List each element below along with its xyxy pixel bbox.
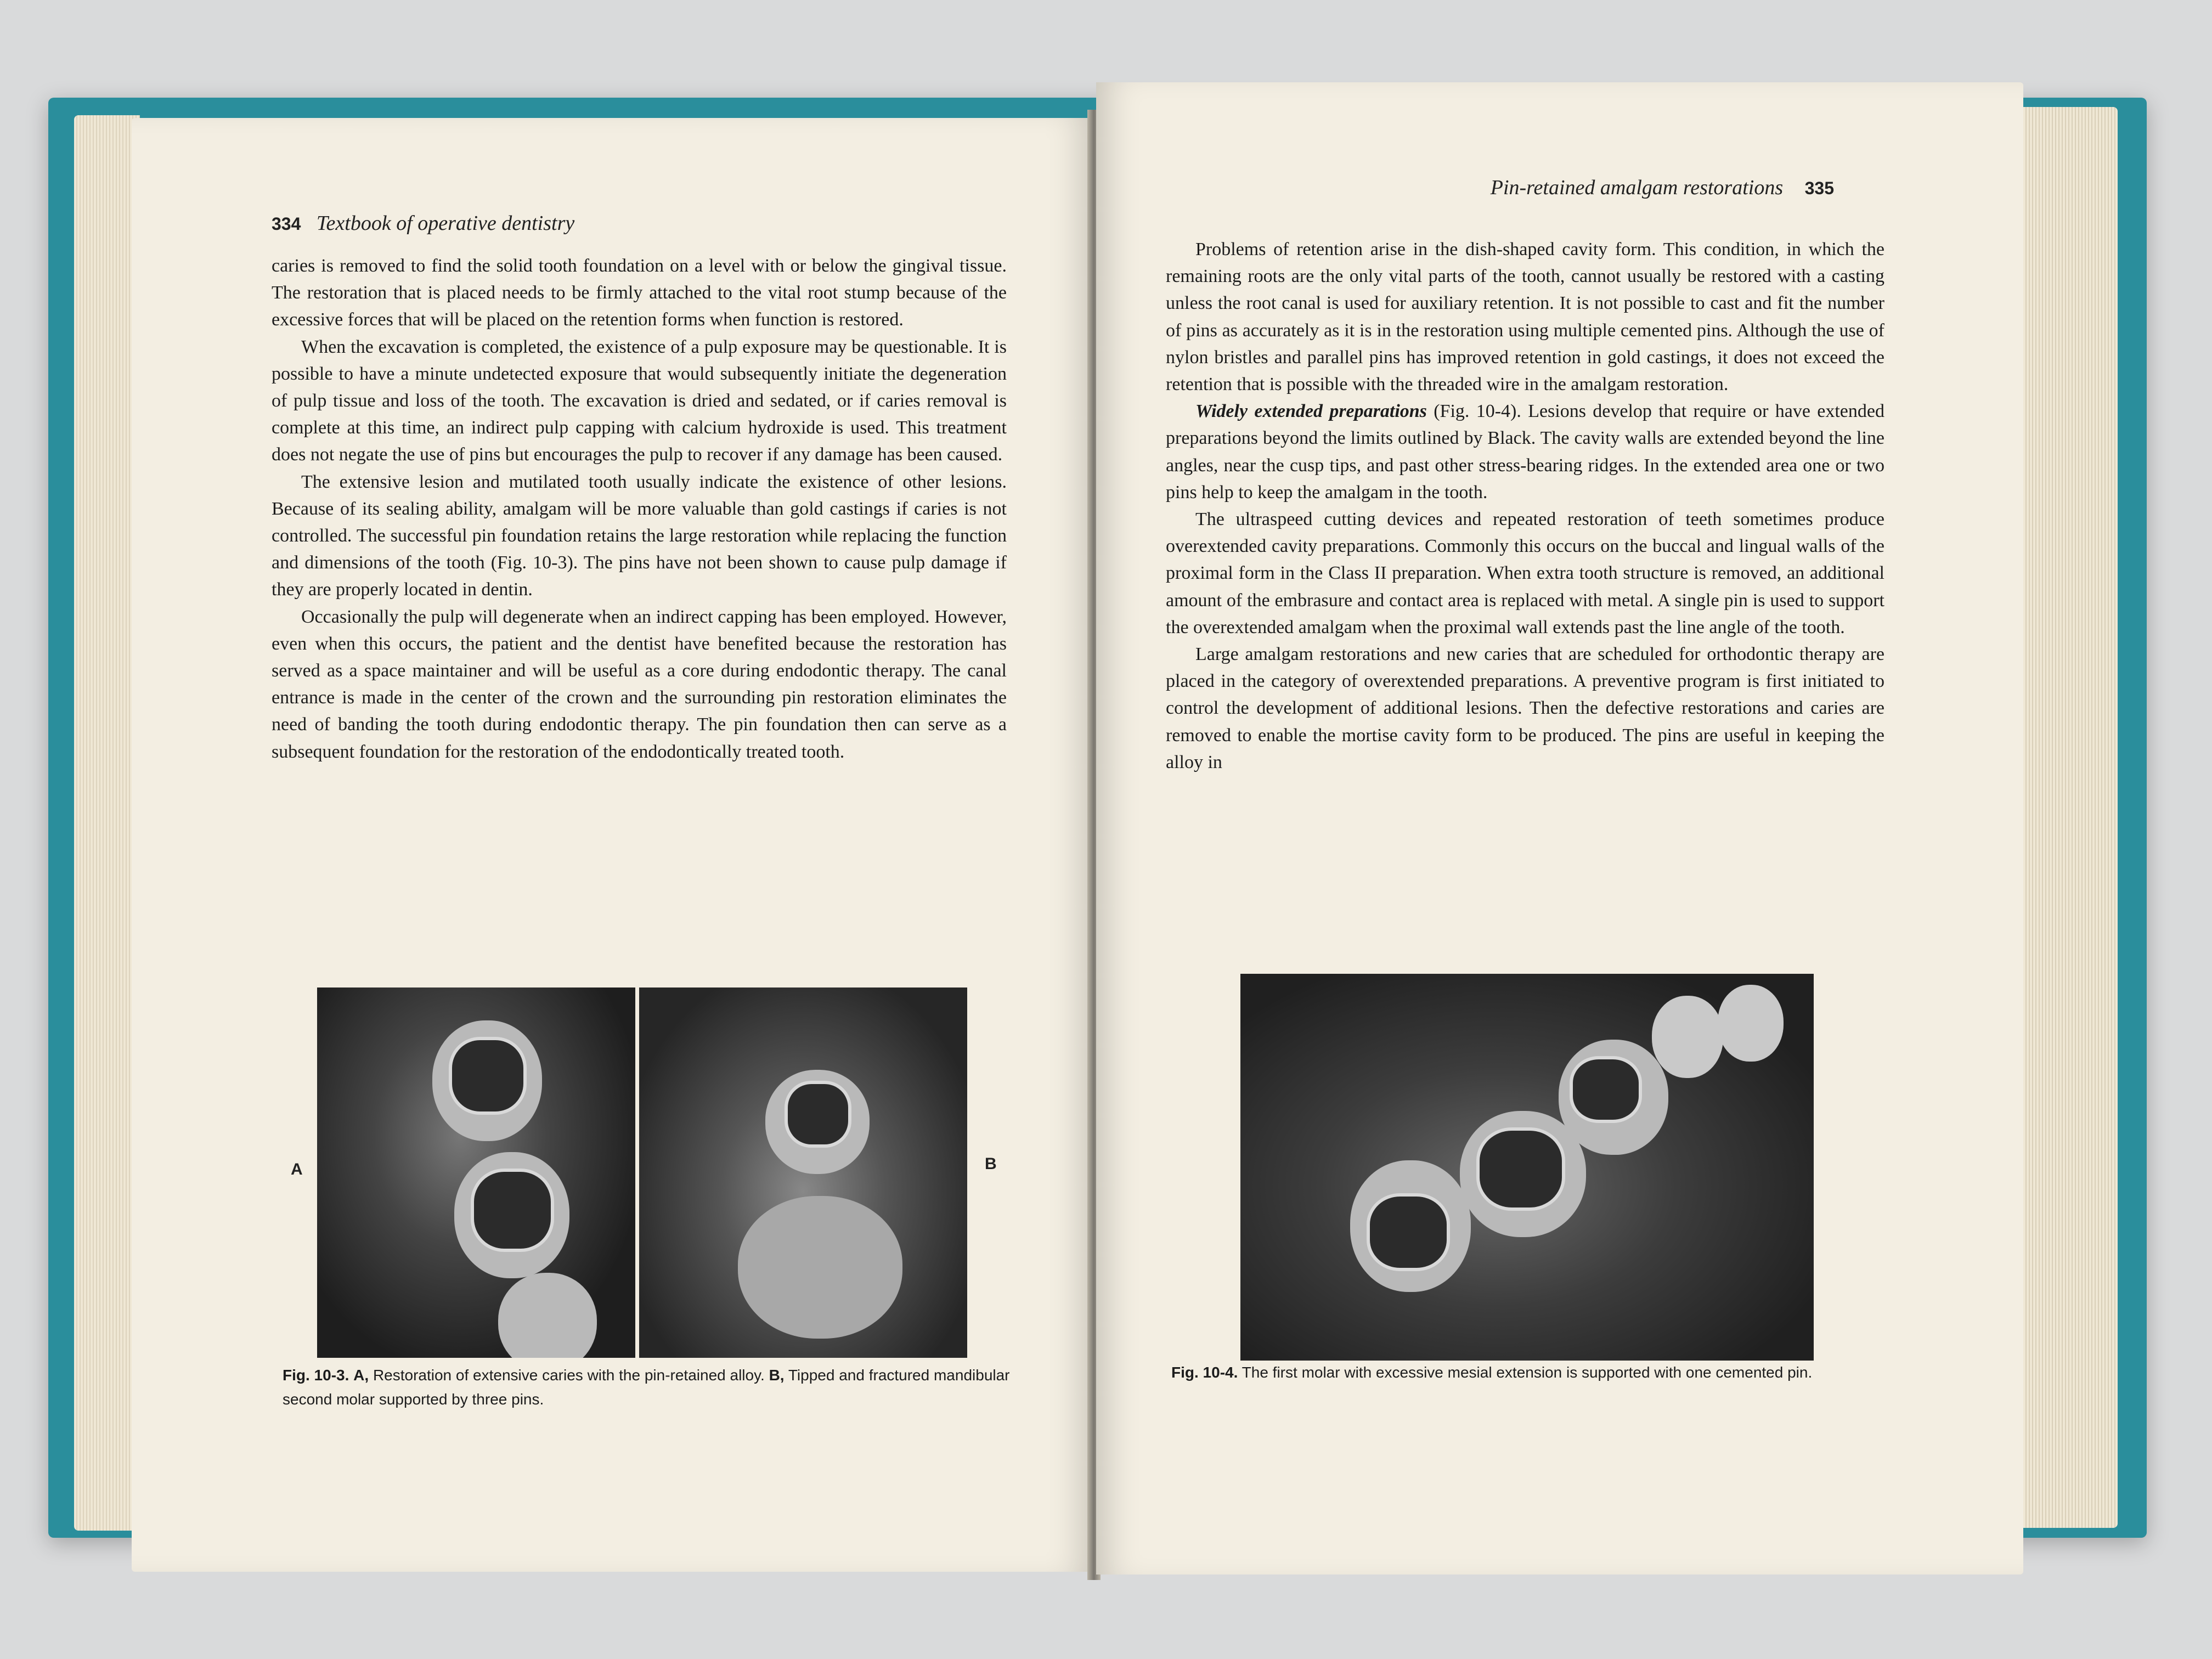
page-edges-right [2013,107,2118,1528]
caption-figure-number: Fig. 10-4. [1171,1364,1238,1381]
right-page [1096,82,2023,1575]
left-page [132,118,1093,1572]
left-page-number: 334 [272,214,301,234]
left-running-head [272,211,574,235]
figure-10-4-caption [1171,1361,1884,1385]
paragraph: Occasionally the pulp will degenerate when an indirect capping has been employed. However, even when this occurs, the patient and the dentist have benefited because the restoration has served as a space maintainer and will be useful as a core during endodontic therapy. The canal entrance is made in the center of the crown and the surrounding pin restoration eliminates the need of banding the tooth during endodontic therapy. The pin foundation then can serve as a subsequent foundation for the restoration of the endodontically treated tooth. [272,606,1007,762]
left-body-text [272,252,1007,765]
caption-part-a-label: A, [353,1367,369,1384]
left-running-title: Textbook of operative dentistry [316,212,575,235]
subheading: Widely extended preparations [1195,401,1427,422]
figure-10-3-caption [283,1363,1012,1412]
paragraph [1166,398,1884,506]
figure-label-b: B [985,1155,997,1173]
right-body-text [1166,236,1884,776]
figure-label-a: A [291,1160,303,1178]
caption-figure-number: Fig. 10-3. [283,1367,349,1384]
figure-10-3b-photo [639,988,967,1358]
figure-10-4-photo [1240,974,1814,1361]
page-edges-left [74,115,140,1531]
right-running-title: Pin-retained amalgam restorations [1490,176,1784,199]
caption-part-b-label: B, [769,1367,785,1384]
paragraph: The ultraspeed cutting devices and repeated restoration of teeth sometimes produce overextended cavity preparations. Commonly this occurs on the buccal and lingual walls of the proximal form in the Class II preparation. When extra tooth structure is removed, an additional amount of the embrasure and contact area is replaced with metal. A single pin is used to support the overextended amalgam when the proximal wall extends past the line angle of the tooth. [1166,509,1884,637]
paragraph: When the excavation is completed, the existence of a pulp exposure may be questionable. It is possible to have a minute undetected exposure that would subsequently initiate the degeneration of pulp tissue and loss of the tooth. The excavation is dried and sedated, or if caries removal is complete at this time, an indirect pulp capping with calcium hydroxide is used. This treatment does not negate the use of pins but encourages the pulp to recover if any damage has been caused. [272,336,1007,465]
figure-10-3a-photo [317,988,635,1358]
paragraph: caries is removed to find the solid tooth foundation on a level with or below the gingival tissue. The restoration that is placed needs to be firmly attached to the vital root stump because of the excessive forces that will be placed on the retention forms when function is restored. [272,256,1007,330]
right-running-head [1491,176,1834,200]
paragraph-text: (Fig. 10-4). Lesions develop that require or have extended preparations beyond the limits outlined by Black. The cavity walls are extended beyond the line angles, near the cusp tips, and past other stress-bearing ridges. In the extended area one or two pins help to keep the amalgam in the tooth. [1166,401,1884,503]
paragraph: Large amalgam restorations and new caries that are scheduled for orthodontic therapy are placed in the category of overextended preparations. A preventive program is first initiated to control the development of additional lesions. Then the defective restorations and caries are removed to enable the mortise cavity form to be produced. The pins are useful in keeping the alloy in [1166,644,1884,772]
caption-part-a-text: Restoration of extensive caries with the pin-retained alloy. [373,1367,765,1384]
paragraph: Problems of retention arise in the dish-shaped cavity form. This condition, in which the remaining roots are the only vital parts of the tooth, cannot usually be restored with a casting unless the root canal is used for auxiliary retention. It is not possible to cast and fit the number of pins as accurately as it is in the restoration using multiple cemented pins. Although the use of nylon bristles and parallel pins has improved retention in gold castings, it does not exceed the retention that is possible with the threaded wire in the amalgam restoration. [1166,239,1884,395]
right-page-number: 335 [1804,178,1834,198]
caption-part-b-text: Tipped and fractured mandibular second molar supported by three pins. [283,1367,1010,1408]
caption-text: The first molar with excessive mesial extension is supported with one cemented pin. [1242,1364,1813,1381]
paragraph: The extensive lesion and mutilated tooth usually indicate the existence of other lesions. Because of its sealing ability, amalgam will be more valuable than gold castings if caries is not controlled. The successful pin foundation retains the large restoration while replacing the function and dimensions of the tooth (Fig. 10-3). The pins have not been shown to cause pulp damage if they are properly located in dentin. [272,471,1007,600]
